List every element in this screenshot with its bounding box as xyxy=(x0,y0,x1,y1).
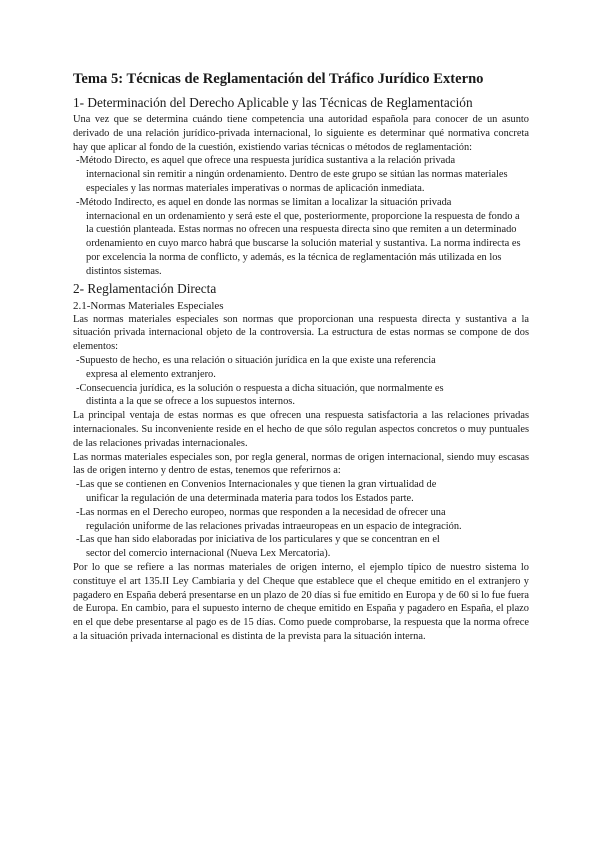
list-item-continuation: distinta a la que se ofrece a los supuestos internos. xyxy=(86,396,295,408)
list-item-first-line: -Las normas en el Derecho europeo, normas que responden a la necesidad de ofrecer una xyxy=(76,506,446,518)
list-item-continuation: internacional sin remitir a ningún ordenamiento. Dentro de este grupo se sitúan las normas materiales especiales y las normas materiales imperativas o normas de aplicación inmediata. xyxy=(86,169,508,194)
list-item-first-line: -Supuesto de hecho, es una relación o situación jurídica en la que existe una referencia xyxy=(76,354,436,366)
paragraph-normas-materiales: Las normas materiales especiales son normas que proporcionan una respuesta directa y sustantiva a la situación privada internacional objeto de la controversia. La estructura de estas normas se compone de dos elementos: xyxy=(73,313,529,353)
list-item-continuation: sector del comercio internacional (Nueva Lex Mercatoria). xyxy=(86,548,331,560)
list-item-first-line: -Método Indirecto, es aquel en donde las normas se limitan a localizar la situación privada xyxy=(76,196,452,208)
section-1-intro: Una vez que se determina cuándo tiene competencia una autoridad española para conocer de un asunto derivado de una relación jurídico-privada internacional, lo siguiente es determinar qué normativa concreta hay que aplicar al fondo de la cuestión, existiendo varias técnicas o métodos de reglamentación: xyxy=(73,114,529,153)
list-item-metodo-directo xyxy=(76,154,529,195)
document-title: Tema 5: Técnicas de Reglamentación del Tráfico Jurídico Externo xyxy=(73,71,484,87)
list-item-derecho-europeo xyxy=(76,506,529,534)
list-item-metodo-indirecto xyxy=(76,196,529,279)
paragraph-ejemplo-cheque: Por lo que se refiere a las normas materiales de origen interno, el ejemplo típico de nuestro sistema lo constituye el art 135.II Ley Cambiaria y del Cheque que establece que el cheque emitido en el extranjero y pagadero en España deberá presentarse en un plazo de 20 días si fue emitido en Europa y de 60 si lo fue fuera de Europa. En cambio, para el supuesto interno de cheque emitido en España y pagadero en España, el plazo en el que debe presentarse al pago es de 15 días. Como puede comprobarse, la respuesta que la norma ofrece a la situación privada internacional es distinta de la prevista para la situación interna. xyxy=(73,561,529,642)
list-item-first-line: -Las que se contienen en Convenios Internacionales y que tienen la gran virtualidad de xyxy=(76,479,437,491)
list-item-continuation: unificar la regulación de una determinada materia para todos los Estados parte. xyxy=(86,492,414,504)
paragraph-ventaja: La principal ventaja de estas normas es que ofrecen una respuesta satisfactoria a las relaciones privadas internacionales. Su inconveniente reside en el hecho de que sólo regulan aspectos concretos o muy puntuales de las relaciones privadas internacionales. xyxy=(73,410,529,449)
list-item-first-line: -Las que han sido elaboradas por iniciativa de los particulares y que se concentran en el xyxy=(76,534,440,546)
list-item-first-line: -Método Directo, es aquel que ofrece una respuesta jurídica sustantiva a la relación privada xyxy=(76,155,456,167)
list-item-continuation: regulación uniforme de las relaciones privadas intraeuropeas en un espacio de integración. xyxy=(86,520,462,532)
list-item-consecuencia-juridica xyxy=(76,382,529,410)
document-page xyxy=(73,70,529,644)
list-item-continuation: expresa al elemento extranjero. xyxy=(86,368,216,380)
list-item-convenios xyxy=(76,478,529,506)
list-item-continuation: internacional en un ordenamiento y será este el que, posteriormente, proporcione la respuesta de fondo a la cuestión planteada. Estas normas no ofrecen una respuesta directa sino que remiten a un determinado ordenamiento en cuyo marco habrá que buscarse la solución material y sustantiva. La norma indirecta es por excelencia la norma de conflicto, y además, es la técnica de reglamentación más utilizada en los distintos sistemas. xyxy=(86,210,521,277)
section-1-heading: 1- Determinación del Derecho Aplicable y las Técnicas de Reglamentación xyxy=(73,95,473,110)
paragraph-origen: Las normas materiales especiales son, por regla general, normas de origen internacional, siendo muy escasas las de origen interno y dentro de estas, tenemos que referirnos a: xyxy=(73,451,529,477)
list-item-first-line: -Consecuencia jurídica, es la solución o respuesta a dicha situación, que normalmente es xyxy=(76,382,444,394)
section-2-heading: 2- Reglamentación Directa xyxy=(73,280,217,296)
list-item-supuesto-de-hecho xyxy=(76,354,529,382)
list-item-lex-mercatoria xyxy=(76,533,529,561)
section-2-1-heading: 2.1-Normas Materiales Especiales xyxy=(73,299,224,312)
